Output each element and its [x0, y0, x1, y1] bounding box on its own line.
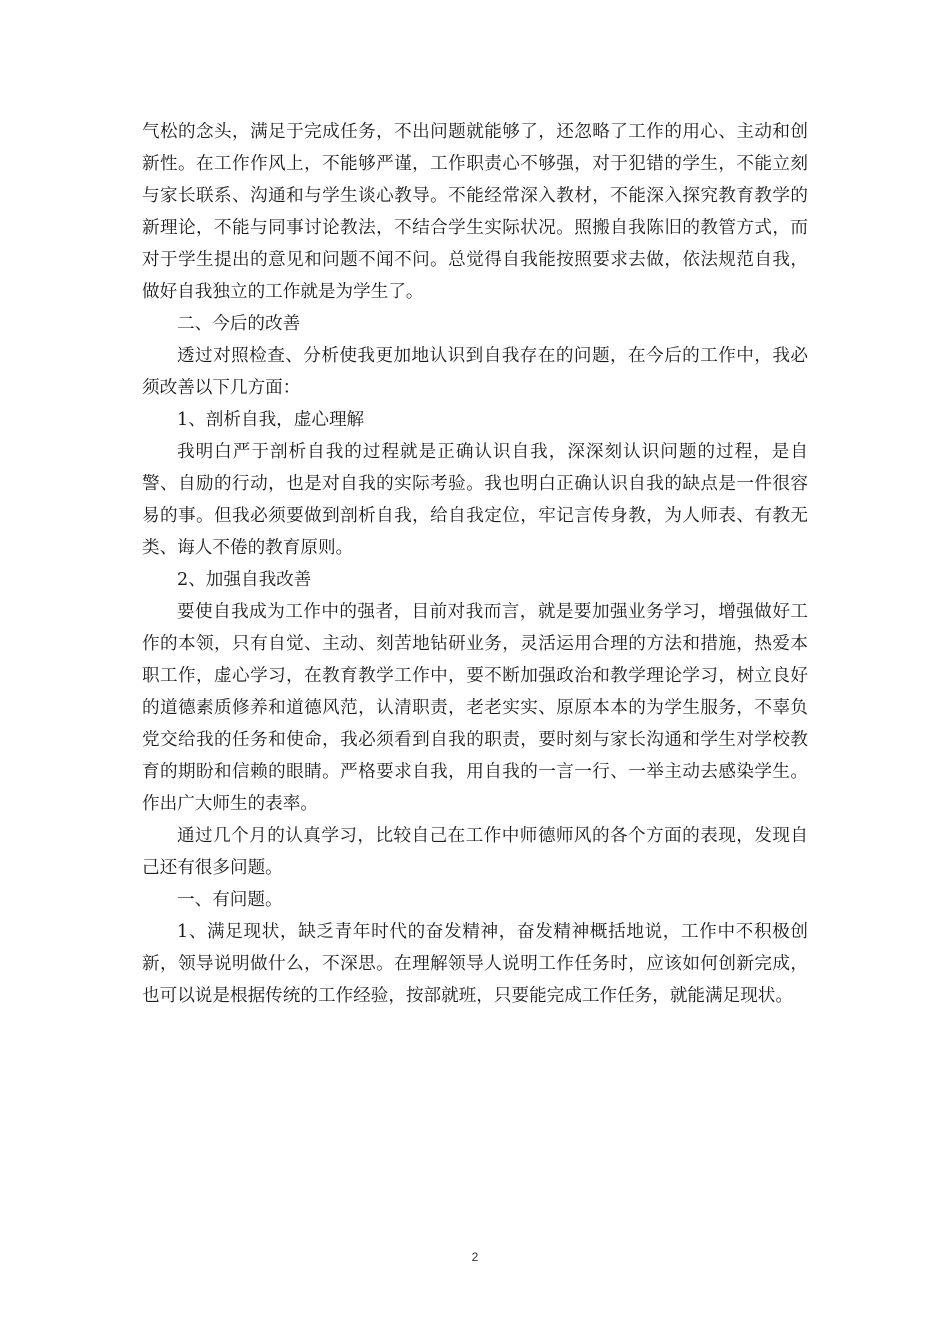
paragraph-self-improvement: 要使自我成为工作中的强者，目前对我而言，就是要加强业务学习，增强做好工作的本领，只有自觉、主动、刻苦地钻研业务，灵活运用合理的方法和措施，热爱本职工作，虚心学习，在教育教学工作中，要不断加强政治和教学理论学习，树立良好的道德素质修养和道德风范，认清职责，老老实实、原原本本的为学生服务，不辜负党交给我的任务和使命，我必须看到自我的职责，要时刻与家长沟通和学生对学校教育的期盼和信赖的眼睛。严格要求自我，用自我的一言一行、一举主动去感染学生。作出广大师生的表率。: [142, 602, 808, 814]
paragraph-study-reflection: 通过几个月的认真学习，比较自己在工作中师德师风的各个方面的表现，发现自己还有很多问题。: [142, 826, 808, 878]
subheading-self-improvement: 2、加强自我改善: [177, 570, 312, 590]
subheading-self-analysis: 1、剖析自我，虚心理解: [177, 410, 365, 430]
paragraph-intro: 透过对照检查、分析使我更加地认识到自我存在的问题，在今后的工作中，我必须改善以下几方面：: [142, 346, 808, 398]
section-heading-improvement: 二、今后的改善: [177, 314, 301, 334]
paragraph-continuation: 气松的念头，满足于完成任务，不出问题就能够了，还忽略了工作的用心、主动和创新性。在工作作风上，不能够严谨，工作职责心不够强，对于犯错的学生，不能立刻与家长联系、沟通和与学生谈心教导。不能经常深入教材，不能深入探究教育教学的新理论，不能与同事讨论教法，不结合学生实际状况。照搬自我陈旧的教管方式，而对于学生提出的意见和问题不闻不问。总觉得自我能按照要求去做，依法规范自我，做好自我独立的工作就是为学生了。: [142, 122, 808, 302]
document-body: [142, 116, 808, 1012]
section-heading-problems: 一、有问题。: [177, 890, 283, 910]
paragraph-self-analysis: 我明白严于剖析自我的过程就是正确认识自我，深深刻认识问题的过程，是自警、自励的行动，也是对自我的实际考验。我也明白正确认识自我的缺点是一件很容易的事。但我必须要做到剖析自我，给自我定位，牢记言传身教，为人师表、有教无类、诲人不倦的教育原则。: [142, 442, 808, 558]
page-number: 2: [471, 1250, 479, 1264]
paragraph-problem-1: 1、满足现状，缺乏青年时代的奋发精神，奋发精神概括地说，工作中不积极创新，领导说明做什么，不深思。在理解领导人说明工作任务时，应该如何创新完成，也可以说是根据传统的工作经验，按部就班，只要能完成工作任务，就能满足现状。: [142, 922, 808, 1006]
